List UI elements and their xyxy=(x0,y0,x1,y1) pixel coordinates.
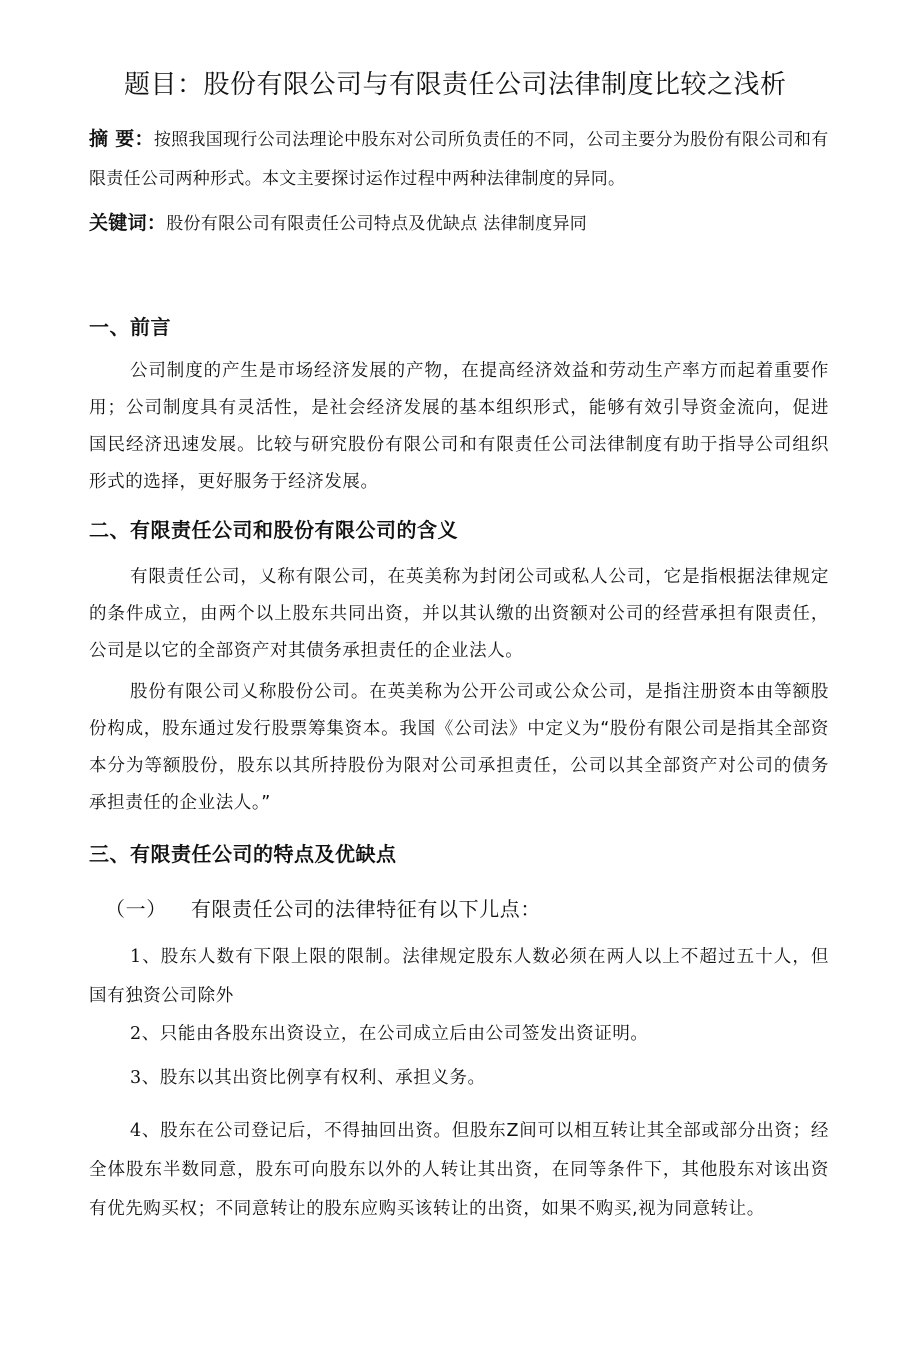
subsection-heading xyxy=(105,893,541,922)
section-heading-definitions: 二、有限责任公司和股份有限公司的含义 xyxy=(89,518,458,542)
abstract-label: 摘 要： xyxy=(89,128,154,150)
list-item-number: 3 xyxy=(130,1068,142,1088)
list-item-number: 4 xyxy=(130,1121,142,1141)
keywords-text: 股份有限公司有限责任公司特点及优缺点 法律制度异同 xyxy=(166,214,588,234)
list-item xyxy=(89,1015,829,1054)
list-item-number: 2 xyxy=(130,1024,142,1044)
paper-title: 题目：股份有限公司与有限责任公司法律制度比较之浅析 xyxy=(124,70,787,100)
section-heading-preface: 一、前言 xyxy=(89,315,171,339)
list-item-text: 、股东在公司登记后，不得抽回出资。但股东Z间可以相互转让其全部或部分出资；经全体股东半数同意，股东可向股东以外的人转让其出资，在同等条件下，其他股东对该出资有优先购买权；不同意转让的股东应购买该转让的出资，如果不购买,视为同意转让。 xyxy=(89,1121,829,1219)
subsection-number: （一） xyxy=(105,897,167,921)
abstract-text: 按照我国现行公司法理论中股东对公司所负责任的不同，公司主要分为股份有限公司和有限责任公司两种形式。本文主要探讨运作过程中两种法律制度的异同。 xyxy=(89,130,829,189)
list-item-text: 、股东人数有下限上限的限制。法律规定股东人数必须在两人以上不超过五十人，但国有独资公司除外 xyxy=(89,947,829,1006)
list-item-text: 、股东以其出资比例享有权利、承担义务。 xyxy=(141,1068,486,1088)
keywords xyxy=(89,208,587,235)
list-item xyxy=(89,1059,829,1098)
list-item-number: 1 xyxy=(130,947,142,967)
list-item xyxy=(89,1112,829,1229)
abstract xyxy=(89,120,829,199)
list-item xyxy=(89,938,829,1016)
paragraph: 股份有限公司乂称股份公司。在英美称为公开公司或公众公司，是指注册资本由等额股份构成，股东通过发行股票筹集资本。我国《公司法》中定义为“股份有限公司是指其全部资本分为等额股份，股东以其所持股份为限对公司承担责任，公司以其全部资产对公司的债务承担责任的企业法人。” xyxy=(89,682,829,813)
section-heading-features: 三、有限责任公司的特点及优缺点 xyxy=(89,842,397,866)
subsection-title: 有限责任公司的法律特征有以下儿点： xyxy=(190,897,542,921)
paragraph: 公司制度的产生是市场经济发展的产物，在提高经济效益和劳动生产率方而起着重要作用；公司制度具有灵活性，是社会经济发展的基本组织形式，能够有效引导资金流向，促进国民经济迅速发展。比较与研究股份有限公司和有限责任公司法律制度有助于指导公司组织形式的选择，更好服务于经济发展。 xyxy=(89,361,829,492)
list-item-text: 、只能由各股东出资设立，在公司成立后由公司签发出资证明。 xyxy=(141,1024,649,1044)
paragraph: 有限责任公司，乂称有限公司，在英美称为封闭公司或私人公司，它是指根据法律规定的条件成立，由两个以上股东共同出资，并以其认缴的出资额对公司的经营承担有限责任，公司是以它的全部资产对其债务承担责任的企业法人。 xyxy=(89,567,829,661)
keywords-label: 关键词： xyxy=(89,212,167,234)
